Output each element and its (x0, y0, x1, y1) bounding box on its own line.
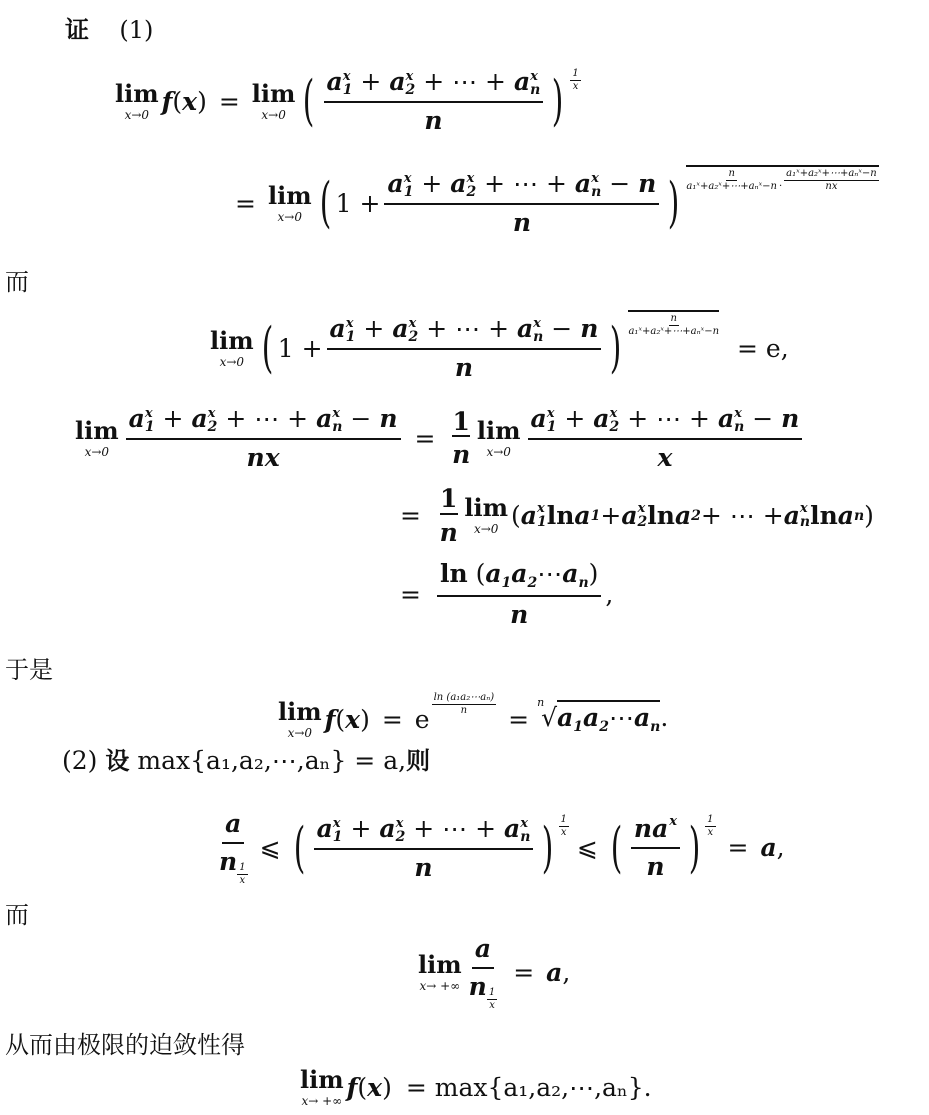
limit-operator: lim x→0 (210, 325, 254, 369)
fraction: a x 1 + a x 2 + ⋯ + a x n − n n (327, 315, 602, 382)
limit-operator: lim x→0 (278, 697, 322, 740)
eq-10: lim x→ +∞ f ( x ) = max{a₁,a₂,⋯,aₙ}. (300, 1065, 652, 1108)
eq-3: lim x→0 ( 1 + a x 1 + a x 2 + ⋯ + a x n − n n ) n a₁ˣ+a₂ˣ+⋯+aₙˣ−n = e, (210, 315, 789, 382)
eq-4: lim x→0 a x 1 + a x 2 + ⋯ + a x n − n nx = $\frac{1}{n}$ lim x→0 a x 1 + a x 2 + ⋯ + a x n − n x (75, 405, 806, 472)
part2-line: (2) 设 max{a₁,a₂,⋯,aₙ} = a, 则 (62, 746, 431, 775)
eq-9: lim x→ +∞ a n $\frac{1}{x}$ = a , (418, 934, 571, 1011)
fraction: a x 1 + a x 2 + ⋯ + a x n n (324, 68, 544, 135)
yushi-label: 于是 (5, 656, 53, 684)
conclusion-text: 从而由极限的迫敛性得 (5, 1031, 245, 1059)
limit-operator: lim x→0 (75, 415, 119, 459)
eq-7: lim x→0 f ( x ) = e $\frac{\text{ln (a₁a₂⋯aₙ)}}{n}$ = n $√a_1a_2\cdots a_n$. (278, 692, 669, 740)
proof-label-text: 证 (65, 16, 89, 44)
eq-1: lim x→0 f ( x ) = lim x→0 ( a x 1 + a x 2 + ⋯ + a x n n ) 1 x (115, 67, 579, 135)
limit-operator: lim x→ +∞ (418, 950, 462, 994)
limit-operator: lim x→0 (115, 78, 159, 122)
fraction: a x 1 + a x 2 + ⋯ + a x n − n x (528, 405, 803, 472)
eq-2: = lim x→0 ( 1 + a x 1 + a x 2 + ⋯ + a x n − n n ) n a₁ˣ+a₂ˣ+⋯+aₙˣ−n · a₁ˣ+a₂ˣ+⋯+aₙˣ−n nx (235, 170, 879, 237)
eq-5: = $\frac{1}{n}$ lim x→0 ( a x 1 ln a 1 + a x 2 ln a 2 + ⋯ + a x n ln a n ) (400, 484, 874, 547)
limit-operator: lim x→0 (464, 493, 508, 536)
eq-8: a n $\frac{1}{x}$ ⩽ ( a x 1 + a x 2 + ⋯ + a x n n ) 1 x ⩽ ( $\frac{na^x}{n}$ ) $\frac{1}{x}$ = a , (219, 809, 785, 886)
limit-operator: lim x→ +∞ (300, 1065, 344, 1108)
fraction: a x 1 + a x 2 + ⋯ + a x n − n nx (126, 405, 401, 472)
fraction: $\frac{\ln (a_1a_2\cdots a_n)}{n}$ (437, 560, 601, 629)
fraction: a x 1 + a x 2 + ⋯ + a x n − n n (384, 170, 659, 237)
limit-operator: lim x→0 (251, 78, 296, 122)
part1-label: (1) (119, 16, 154, 44)
er2-label: 而 (5, 901, 29, 929)
proof-label (65, 10, 153, 45)
eq-6: = $\frac{\ln (a_1a_2\cdots a_n)}{n}$ , (400, 559, 614, 630)
limit-operator: lim x→0 (267, 180, 312, 224)
er-label: 而 (5, 268, 29, 296)
limit-operator: lim x→0 (476, 415, 521, 459)
fraction: a x 1 + a x 2 + ⋯ + a x n n (314, 815, 534, 882)
